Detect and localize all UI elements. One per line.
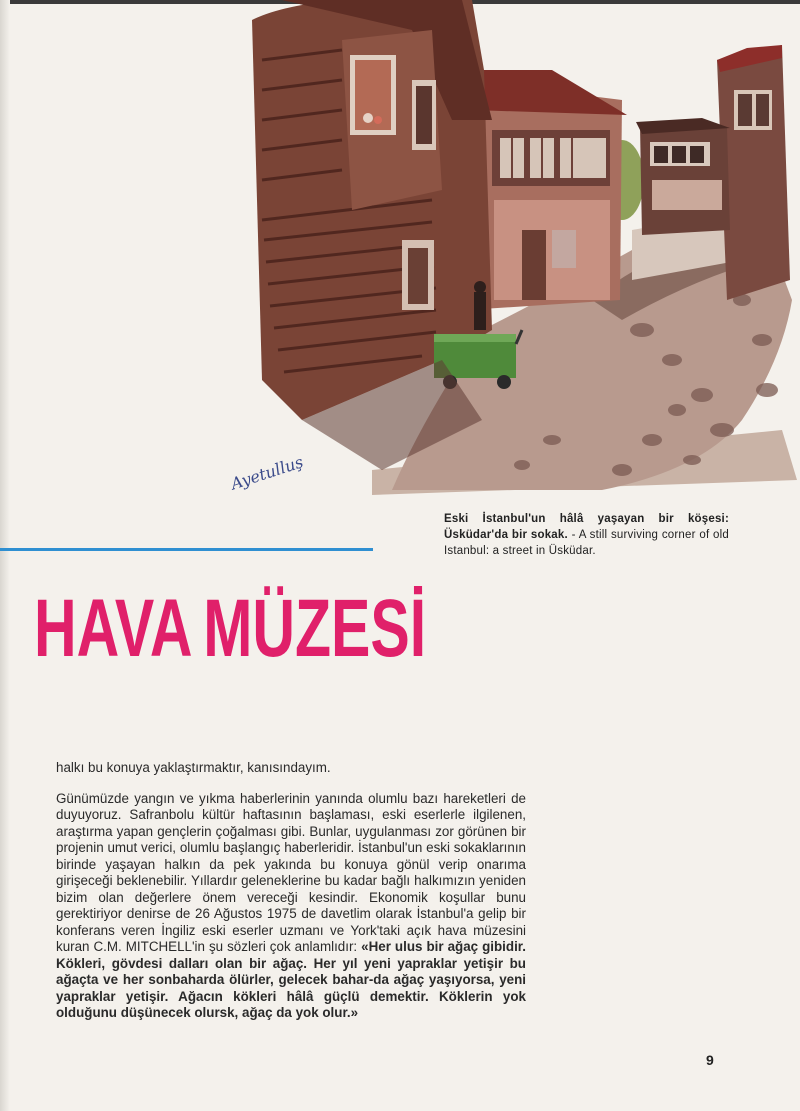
title-word-muzesi: MÜZESİ (203, 582, 427, 675)
street-illustration (222, 0, 800, 500)
section-divider (0, 548, 373, 551)
article-quote: «Her ulus bir ağaç gibidir. Kökleri, gövdesi dalları olan bir ağaç. Her yıl yeni yapraklar yetişir bu ağaçta ve her sonbaharda ölürler, gelecek bahar-da ağaç yaşıyorsa, yeni yapraklar yetişir. Ağacın kökleri hâlâ güçlü demektir. Köklerin yok olduğunu düşünecek olursk, ağaç da yok olur.» (56, 939, 526, 1020)
article-title (34, 578, 427, 675)
article-intro: halkı bu konuya yaklaştırmaktır, kanısındayım. (56, 760, 331, 775)
title-word-hava: HAVA (34, 582, 193, 675)
page-binding-shadow (0, 0, 10, 1111)
illustration-caption (444, 511, 729, 559)
page-number: 9 (706, 1052, 714, 1068)
article-paragraph-text: Günümüzde yangın ve yıkma haberlerinin yanında olumlu bazı hareketleri de duyuyoruz. Safranbolu kültür haftasının başlaması, eski eserlerle ilgilenen, araştırma yapan gençlerin çoğalması gibi. Bunlar, uygulanması zor görünen bir projenin umut verici, olumlu başlangıç haberleridir. İstanbul'un eski sokaklarının birinde yaşayan halkın da pek yakında bu konuya gönül verip onarıma girişeceği beklenebilir. Yıllardır geleneklerine bu kadar bağlı halkımızın yeniden bizim olan değerlere önem vereceği kesindir. Ekonomik koşullar bunu gerektiriyor denirse de 26 Ağustos 1975 de davetlim olarak İstanbul'a gelip bir konferans veren İngiliz eski eserler uzmanı ve York'taki açık hava müzesini kuran C.M. MITCHELL'in şu sözleri çok anlamlıdır: (56, 790, 526, 954)
article-body (56, 760, 526, 1022)
caption-turkish: Eski İstanbul'un hâlâ yaşayan bir köşesi: Üsküdar'da bir sokak. (444, 513, 729, 541)
artist-signature: Ayetulluş (228, 452, 306, 494)
article-paragraph (56, 791, 526, 1022)
caption-english: - A still surviving corner of old Istanbul: a street in Üsküdar. (444, 529, 729, 557)
